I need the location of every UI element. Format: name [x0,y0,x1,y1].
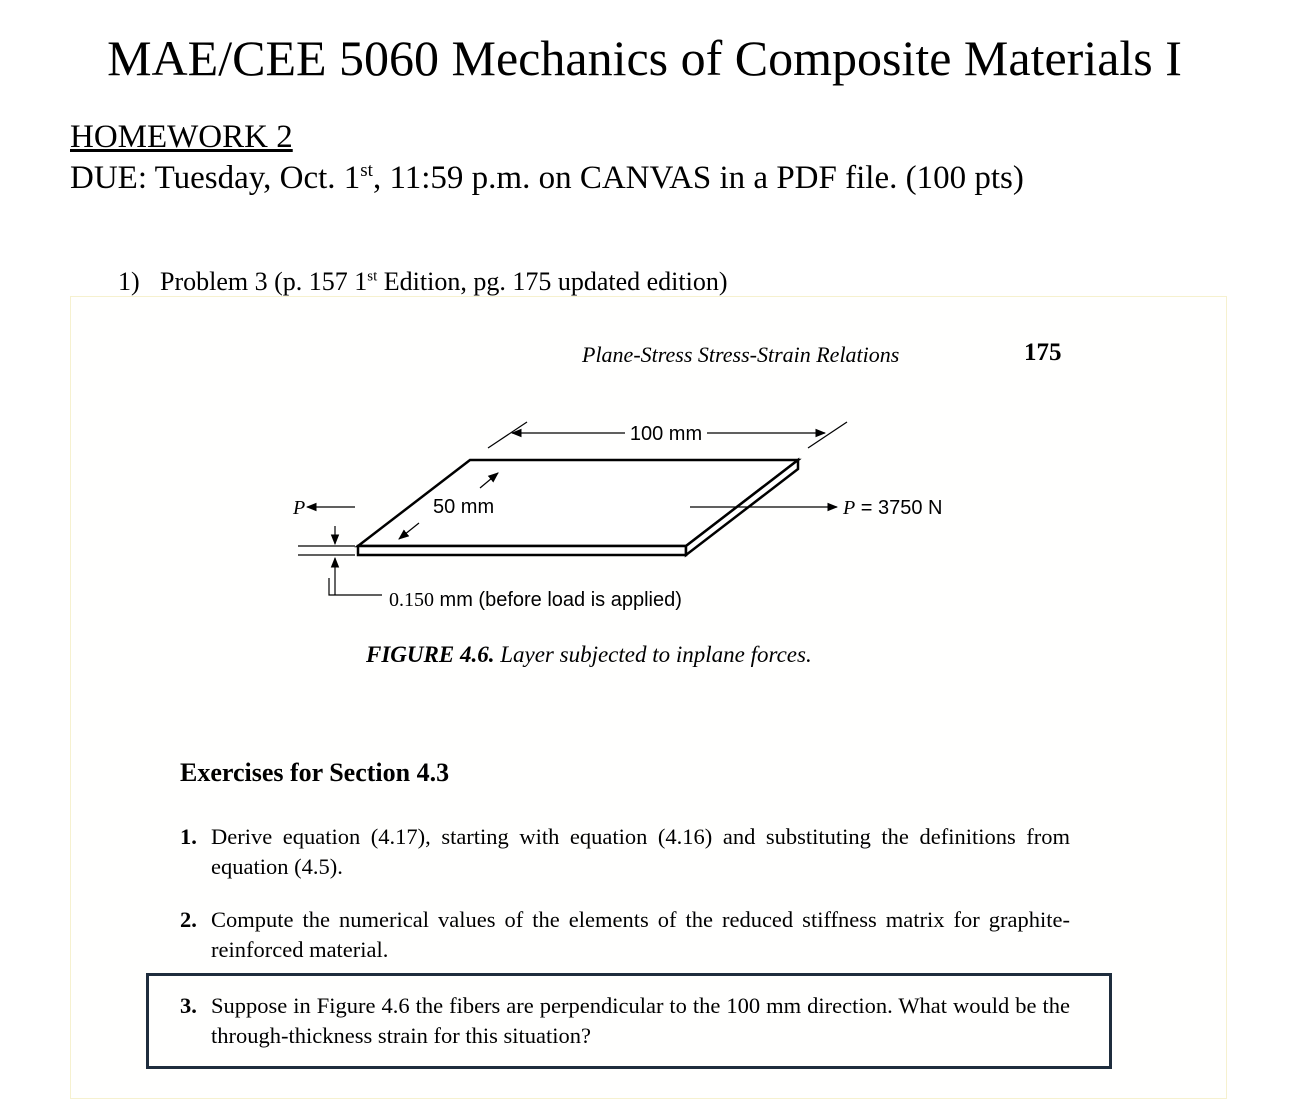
due-suffix: , 11:59 p.m. on CANVAS in a PDF file. (100 pts) [372,160,1024,196]
caption-number: FIGURE 4.6. [366,642,495,667]
problem-superscript: st [367,268,378,285]
exercise-number: 2. [180,907,197,932]
due-superscript: st [360,160,373,181]
exercise-text: Compute the numerical values of the elements of the reduced stiffness matrix for graphite-reinforced material. [211,907,1070,962]
right-load-var: P [843,497,856,519]
plate-top-face [358,460,798,546]
right-load-label [842,497,943,519]
figure-caption [366,640,812,670]
exercise-item [180,822,1070,882]
caption-text: Layer subjected to inplane forces. [494,642,812,667]
homework-label: HOMEWORK 2 [70,119,293,155]
thickness-label [389,589,682,611]
course-title: MAE/CEE 5060 Mechanics of Composite Materials I [107,30,1182,86]
left-load-label: P [293,497,306,519]
exercise-item [180,905,1070,965]
width-label: 50 mm [433,496,495,518]
exercise-number: 3. [180,993,197,1018]
length-ext-left [488,422,527,448]
exercise-text: Derive equation (4.17), starting with equation (4.16) and substituting the definitions from equation (4.5). [211,824,1070,879]
problem-text-before: Problem 3 (p. 157 1 [160,267,368,296]
highlight-box [146,973,1112,1069]
page-number: 175 [1024,339,1062,366]
problem-line [118,266,728,298]
figure-4-6-layer-diagram [285,410,985,625]
problem-number: 1) [118,267,140,296]
length-label: 100 mm [629,423,703,445]
exercise-number: 1. [180,824,197,849]
right-load-value: = 3750 N [855,497,943,519]
problem-text-after: Edition, pg. 175 updated edition) [377,267,728,296]
running-head: Plane-Stress Stress-Strain Relations [582,342,900,367]
due-date-line [70,158,1024,198]
due-prefix: DUE: Tuesday, Oct. 1 [70,160,361,196]
thickness-leader [329,578,382,595]
length-ext-right [808,422,847,448]
plate-front-face [358,546,686,555]
thickness-text: mm (before load is applied) [434,589,682,611]
section-heading: Exercises for Section 4.3 [180,758,450,787]
thickness-value: 0.150 [389,589,434,611]
exercise-text: Suppose in Figure 4.6 the fibers are perpendicular to the 100 mm direction. What would be the through-thickness strain for this situation? [211,993,1070,1048]
